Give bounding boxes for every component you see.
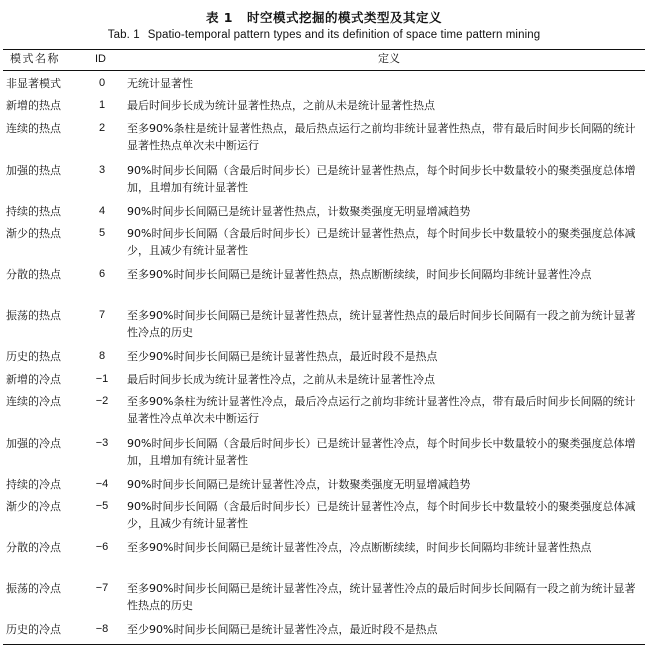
pattern-name-cell: 振荡的热点 [6,309,61,322]
pattern-id-cell: 2 [98,122,106,134]
column-header-id: ID [95,53,106,65]
pattern-id-cell: −1 [95,373,109,385]
pattern-definition-cell: 90%时间步长间隔（含最后时间步长）已是统计显著性热点，每个时间步长中数量较小的聚类强度总体减少，且减少有统计显著性 [127,227,636,257]
pattern-name-cell: 连续的热点 [6,122,61,135]
pattern-name-cell: 加强的冷点 [6,437,61,450]
pattern-definition-cell: 90%时间步长间隔（含最后时间步长）已是统计显著性冷点，每个时间步长中数量较小的聚类强度总体增加，且增加有统计显著性 [127,437,636,467]
pattern-definition-cell: 至少90%时间步长间隔已是统计显著性热点，最近时段不是热点 [127,350,438,363]
pattern-id-cell: 6 [98,268,106,280]
pattern-id-cell: −6 [95,541,109,553]
pattern-id-cell: 0 [98,77,106,89]
pattern-name-cell: 历史的冷点 [6,623,61,636]
pattern-id-cell: −8 [95,623,109,635]
pattern-definition-cell: 最后时间步长成为统计显著性热点，之前从未是统计显著性热点 [127,99,435,112]
header-rule [3,70,645,71]
pattern-definition-cell: 90%时间步长间隔已是统计显著性热点，计数聚类强度无明显增减趋势 [127,205,471,218]
pattern-name-cell: 分散的热点 [6,268,61,281]
pattern-id-cell: 1 [98,99,106,111]
pattern-id-cell: −5 [95,500,109,512]
table-subtitle [0,29,648,41]
pattern-definition-cell: 至多90%时间步长间隔已是统计显著性冷点，冷点断断续续，时间步长间隔均非统计显著性热点 [127,541,592,554]
pattern-id-cell: −4 [95,478,109,490]
pattern-id-cell: 5 [98,227,106,239]
pattern-definition-cell: 最后时间步长成为统计显著性冷点，之前从未是统计显著性冷点 [127,373,435,386]
pattern-name-cell: 历史的热点 [6,350,61,363]
pattern-definition-cell: 至多90%时间步长间隔已是统计显著性冷点，统计显著性冷点的最后时间步长间隔有一段之前为统计显著性热点的历史 [127,582,636,612]
pattern-id-cell: −3 [95,437,109,449]
bottom-rule [3,644,645,645]
pattern-id-cell: 4 [98,205,106,217]
pattern-name-cell: 加强的热点 [6,164,61,177]
pattern-name-cell: 新增的冷点 [6,373,61,386]
pattern-name-cell: 渐少的热点 [6,227,61,240]
pattern-definition-cell: 90%时间步长间隔（含最后时间步长）已是统计显著性热点，每个时间步长中数量较小的聚类强度总体增加，且增加有统计显著性 [127,164,636,194]
table-number: 表 1 [205,10,234,25]
pattern-name-cell: 持续的热点 [6,205,61,218]
pattern-name-cell: 持续的冷点 [6,478,61,491]
pattern-id-cell: 8 [98,350,106,362]
pattern-name-cell: 振荡的冷点 [6,582,61,595]
column-header-name: 模式名称 [10,52,60,65]
pattern-definition-cell: 至多90%条柱是统计显著性热点，最后热点运行之前均非统计显著性热点，带有最后时间步长间隔的统计显著性热点单次未中断运行 [127,122,636,152]
pattern-definition-cell: 至多90%时间步长间隔已是统计显著性热点，热点断断续续，时间步长间隔均非统计显著性冷点 [127,268,592,281]
pattern-definition-cell: 无统计显著性 [127,77,193,90]
pattern-id-cell: 7 [98,309,106,321]
pattern-id-cell: −7 [95,582,109,594]
pattern-definition-cell: 至少90%时间步长间隔已是统计显著性冷点，最近时段不是热点 [127,623,438,636]
pattern-definition-cell: 90%时间步长间隔已是统计显著性冷点，计数聚类强度无明显增减趋势 [127,478,471,491]
pattern-name-cell: 非显著模式 [6,77,61,90]
table-title-text: 时空模式挖掘的模式类型及其定义 [247,10,443,25]
pattern-name-cell: 新增的热点 [6,99,61,112]
pattern-id-cell: −2 [95,395,109,407]
pattern-id-cell: 3 [98,164,106,176]
top-rule [3,49,645,50]
pattern-definition-cell: 90%时间步长间隔（含最后时间步长）已是统计显著性冷点，每个时间步长中数量较小的聚类强度总体减少，且减少有统计显著性 [127,500,636,530]
pattern-definition-cell: 至多90%条柱为统计显著性冷点，最后冷点运行之前均非统计显著性冷点，带有最后时间步长间隔的统计显著性冷点单次未中断运行 [127,395,636,425]
pattern-definition-cell: 至多90%时间步长间隔已是统计显著性热点，统计显著性热点的最后时间步长间隔有一段之前为统计显著性冷点的历史 [127,309,636,339]
column-header-definition: 定义 [378,52,400,65]
pattern-name-cell: 分散的冷点 [6,541,61,554]
pattern-name-cell: 渐少的冷点 [6,500,61,513]
table-subtitle-text: Spatio-temporal pattern types and its definition of space time pattern mining [147,29,541,41]
table-title [0,8,648,26]
table-number-en: Tab. 1 [107,29,140,41]
pattern-name-cell: 连续的冷点 [6,395,61,408]
